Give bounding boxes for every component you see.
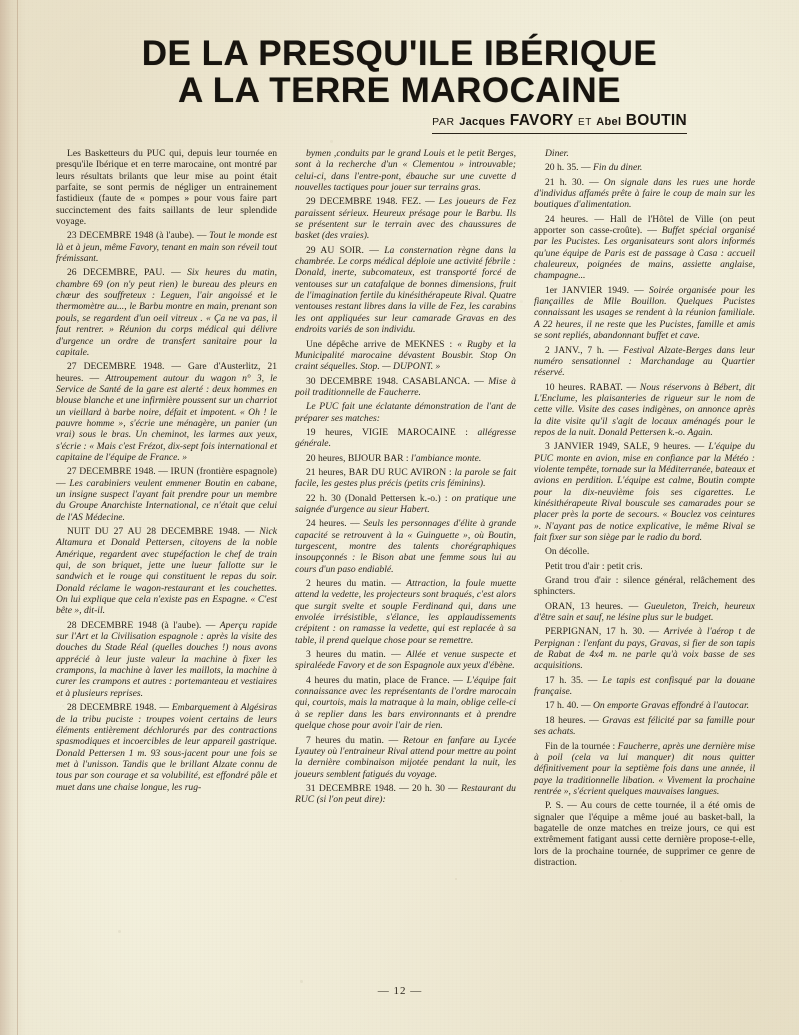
paragraph (534, 285, 755, 342)
paragraph (534, 700, 755, 711)
byline-author-2-first: Abel (596, 116, 622, 128)
paragraph (295, 518, 516, 575)
paragraph (534, 214, 755, 282)
paragraph (534, 601, 755, 624)
paragraph (534, 715, 755, 738)
paragraph (56, 230, 277, 264)
paragraph (295, 578, 516, 646)
text-run-roman: Petit trou d'air : petit cris. (545, 560, 643, 572)
text-run-italic: Aperçu rapide sur l'Art et la Civilisation espagnole : après la visite des douches du Stade Réal (quelles douches !) nous avons apprécié à leur juste valeur la machine à fixer les crampons, la machine à laver les maillots, la machine à curer les crampons et autres : portemanteau et vestiaires et à plusieurs reprises. (56, 619, 277, 699)
paragraph (295, 675, 516, 732)
paragraph (534, 575, 755, 598)
text-run-roman: 21 h. 30. — (545, 176, 604, 188)
paragraph (534, 561, 755, 572)
paragraph (534, 626, 755, 671)
text-run-roman: 28 DECEMBRE 1948 (à l'aube). — (67, 619, 220, 631)
text-run-roman: 21 heures, BAR DU RUC AVIRON : (306, 466, 455, 478)
text-run-italic: Tout le monde est là et à jeun, même Favory, tenant en main son réveil tout frémissant. (56, 230, 277, 265)
text-run-roman: On décolle. (545, 546, 590, 558)
article-title-line-2: A LA TERRE MAROCAINE (178, 71, 621, 111)
text-run-italic: Le tapis est confisqué par la douane française. (534, 674, 755, 698)
byline-author-1-last: FAVORY (509, 112, 574, 129)
text-run-roman: 2 heures du matin. — (306, 578, 407, 590)
text-run-italic: Festival Alzate-Berges dans leur numéro sensationnel : Marchandage au Quartier réservé. (534, 344, 756, 379)
paragraph (534, 148, 755, 159)
text-run-italic: On emporte Gravas effondré à l'autocar. (592, 700, 750, 712)
paragraph (295, 339, 516, 373)
text-run-italic: Gueuleton, Treich, heureux d'être sain et sauf, ne lésine plus sur le budget. (534, 600, 755, 624)
text-run-italic: la parole se fait facile, les gestes plus précis (petits cris féminins). (295, 466, 516, 490)
paragraph (295, 467, 516, 490)
text-run-italic: On signale dans les rues une horde d'individus affamés prête à faire le coup de main sur les boutiques d'alimentation. (534, 176, 756, 211)
paragraph (295, 148, 516, 193)
text-run-italic: Diner. (545, 148, 569, 159)
paragraph (295, 401, 516, 424)
text-column-2 (295, 148, 516, 868)
paragraph (295, 783, 516, 806)
text-run-roman: 20 h. 35. — (545, 162, 593, 174)
paragraph (56, 526, 277, 617)
article-body-columns (56, 148, 756, 868)
paragraph (56, 361, 277, 463)
paragraph (534, 441, 755, 543)
text-run-italic: Fin du diner. (592, 162, 643, 174)
paragraph (534, 177, 755, 211)
paragraph (295, 735, 516, 780)
paragraph (534, 546, 755, 557)
text-run-italic: Restaurant du RUC (si l'on peut dire): (295, 782, 516, 806)
paragraph (56, 267, 277, 358)
text-run-roman: 31 DECEMBRE 1948. — 20 h. 30 — (306, 782, 462, 794)
text-run-roman: 4 heures du matin, place de France. — (306, 674, 467, 686)
paragraph (534, 162, 755, 173)
text-run-italic: « Rugby et la Municipalité marocaine dévastent Bousbir. Stop On craint séquelles. Stop. — DUPONT. » (295, 338, 516, 373)
text-run-roman: 24 heures. — (306, 518, 364, 530)
byline-et-label: ET (578, 117, 592, 128)
paragraph (295, 453, 516, 464)
text-run-italic: Buffet spécial organisé par les Pucistes. Les organisateurs sont alors informés qu'une équipe de Paris est de passage à Casa : accueil chaleureux, poignées de mains, assiette anglaise, champagne... (534, 225, 755, 282)
text-run-roman: 17 h. 35. — (545, 674, 603, 686)
text-run-roman: 20 heures, BIJOUR BAR : (306, 452, 411, 464)
paragraph (534, 675, 755, 698)
text-run-italic: Retour en fanfare au Lycée Lyautey où l'entraineur Rival attend pour mettre au point la dernière combinaison mijotée pendant la nuit, les joueurs semblent fatigués du voyage. (295, 734, 517, 780)
paragraph (534, 345, 755, 379)
text-run-roman: 7 heures du matin. — (306, 734, 403, 746)
byline-par-label: PAR (432, 116, 455, 128)
paragraph (295, 376, 516, 399)
text-run-italic: Embarquement à Algésiras de la tribu puciste : troupes voient certains de leurs éléments entièrement déchlorurés par des contractions spasmodiques et incoercibles de leur appareil gastrique. Donald Pettersen 1 m. 93 sous-jacent pour une fois se met à l'unisson. Tandis que le brillant Alzate connu de tous par son courage et sa volubilité, est effondré pâle et muet dans une chaise longue, les rug- (56, 702, 277, 793)
text-run-roman: 10 heures. RABAT. — (545, 381, 640, 393)
paragraph (295, 493, 516, 516)
text-run-roman: 22 h. 30 (Donald Pettersen k.-o.) : (306, 492, 452, 504)
text-run-roman: 3 JANVIER 1949, SALE, 9 heures. — (545, 441, 709, 453)
text-run-italic: Nick Altamura et Donald Pettersen, citoyens de la noble Amérique, regardent avec stupéfaction le chef de train qui, de son briquet, jette une lueur fallotte sur le sandwich et le rouge qui constituent le repas du soir. Donald réclame le wagon-restaurant et les couchettes. On lui explique que cela n'existe pas en Espagne. « C'est bête », dit-il. (56, 526, 277, 617)
text-run-italic: bymen ,conduits par le grand Louis et le petit Berges, sont à la recherche d'un « Clementou » introuvable; celui-ci, dans l'entre-pont, ébauche sur une cuvette d nouvelles tactiques pour jouer sur terrains gras. (295, 148, 516, 194)
masthead (0, 36, 799, 110)
text-run-roman: 2 JANV., 7 h. — (545, 344, 624, 356)
text-run-italic: L'équipe du PUC monte en avion, mise en confiance par la Météo : violente tempête, tornade sur la Méditerranée, bateaux et avions en perdition. L'équipe est calme, Boutin compte pour la dix-neuvième fois ses cigarettes. Le kinésithérapeute Rival bouscule ses camarades pour se placer près la porte de secours. « Bouclez vos ceintures ». N'ayant pas de notice explicative, le même Rival se fait fixer sur son siège par le radio du bord. (534, 441, 756, 543)
text-column-1 (56, 148, 277, 868)
text-run-italic: Nous réservons à Bébert, dit L'Enclume, les plaisanteries de rigueur sur le nom de cette ville. Visite des cases indigènes, on annonce après la dite visite qu'il s'agit de locaux aménagés pour le repos de la nuit. Donald Pettersen k.-o. Again. (534, 381, 755, 438)
text-run-roman: PERPIGNAN, 17 h. 30. — (545, 626, 664, 638)
text-column-3 (534, 148, 755, 868)
text-run-italic: Faucherre, après une dernière mise à poil (cela va lui manquer) dit nous quitter définitivement pour la septième fois dans une année, il paye la traditionnelle libation. « Vivement la prochaine rentrée », s'écrient quelques mauvaises langues. (534, 740, 756, 797)
paragraph (295, 245, 516, 336)
text-run-italic: Six heures du matin, chambre 69 (on n'y peut rien) le bureau des pleurs en chœur des souffreteux : Leguen, l'air angoissé et le thermomètre au..., le Barbu montre en main, prenant son pouls, se regardent d'un oeil vitreux . « Ça ne va pas, il faut rentrer. » Réunion du corps médical qui délivre d'urgence un ordre de transfert sanitaire pour la capitale. (56, 267, 277, 358)
paragraph (56, 148, 277, 227)
text-run-italic: Mise à poil traditionnelle de Faucherre. (295, 375, 516, 398)
paragraph (295, 427, 516, 450)
text-run-roman: 27 DECEMBRE 1948. — Gare d'Austerlitz, 21 heures. — (56, 361, 277, 384)
byline-author-1-first: Jacques (459, 116, 506, 128)
text-run-italic: Allée et venue suspecte et spiraléede Favory et de son Espagnole aux yeux d'ébène. (295, 649, 516, 672)
text-run-italic: l'ambiance monte. (411, 452, 482, 464)
text-run-roman: 29 AU SOIR. — (306, 244, 385, 256)
text-run-italic: Les joueurs de Fez paraissent sérieux. Heureux présage pour le Barbu. Ils se présentent sur le terrain avec des chaussures de basket (des vraies). (295, 196, 516, 242)
page-folio: — 12 — (377, 985, 423, 997)
text-run-roman: ORAN, 13 heures. — (545, 600, 645, 612)
text-run-roman: Grand trou d'air : silence général, relâchement des sphincters. (534, 575, 755, 598)
text-run-roman: 24 heures. — Hall de l'Hôtel de Ville (on peut apporter son casse-croûte). — (534, 213, 755, 237)
text-run-roman: NUIT DU 27 AU 28 DECEMBRE 1948. — (67, 526, 260, 537)
text-run-roman: 28 DECEMBRE 1948. — (67, 702, 172, 714)
text-run-italic: Le PUC fait une éclatante démonstration de l'ant de préparer ses matches: (295, 401, 516, 424)
text-run-italic: Les carabiniers veulent emmener Boutin en cabane, un insigne suspect l'ayant fait prendre pour un membre du Groupe Anarchiste International, ce n'était que celui de l'AS Médecine. (56, 477, 277, 523)
byline (432, 112, 687, 134)
byline-author-2-last: BOUTIN (625, 112, 687, 129)
text-run-italic: Attraction, la foule muette attend la vedette, les projecteurs sont braqués, c'est alors que surgit svelte et souple Ferdinand qui, dans une envolée irrésistible, s'élance, les applaudissements crépitent : on ramasse la vedette, qui est replacée à sa table, il prend quelque chose pour se remettre. (295, 578, 517, 646)
text-run-roman: Fin de la tournée : (545, 740, 618, 752)
text-run-italic: L'équipe fait connaissance avec les représentants de l'ordre marocain qui, courtois, mais la matraque à la main, oblige celle-ci à se replier dans les bars environnants et à prendre quelque chose pour avoir l'air de rien. (295, 674, 517, 732)
text-run-italic: Seuls les personnages d'élite à grande capacité se retrouvent à la « Guinguette », où Boutin, turgescent, montre des talents chorégraphiques insoupçonnés : le Bison abat une femme sous lui au cours d'un paso endiablé. (295, 518, 516, 575)
text-run-roman: 18 heures. — (545, 714, 603, 726)
text-run-roman: Une dépêche arrive de MEKNES : (306, 338, 458, 350)
article-title-line-1: DE LA PRESQU'ILE IBÉRIQUE (141, 34, 658, 73)
text-run-roman: 30 DECEMBRE 1948. CASABLANCA. — (306, 375, 489, 387)
text-run-italic: Attroupement autour du wagon n° 3, le Service de Santé de la gare est alerté : deux hommes en blouse blanche et une infirmière poussent sur un charriot un vieillard à barbe noire, défait et impotent. « Oh ! le pauvre homme », s'écrie une ménagère, un panier (un vrai) sous le bras. Un cheminot, les larmes aux yeux, s'écrie : « Mais c'est Frézot, dix-sept fois international et capitaine de l'équipe de France. » (56, 372, 278, 463)
text-run-roman: P. S. — Au cours de cette tournée, il a été omis de signaler que l'équipe a même joué au basket-ball, la bagatelle de onze matches en treize jours, ce qui est extrêmement fatigant aussi cette dernière propose-t-elle, lors de la prochaine tournée, de supprimer ce genre de distraction. (534, 800, 755, 868)
paragraph (534, 741, 755, 798)
paragraph (534, 382, 755, 439)
paragraph (56, 620, 277, 699)
text-run-italic: on pratique une saignée d'urgence au sieur Habert. (295, 492, 516, 515)
paragraph (295, 649, 516, 672)
text-run-roman: 29 DECEMBRE 1948. FEZ. — (306, 196, 439, 208)
text-run-roman: 1er JANVIER 1949. — (545, 284, 649, 296)
text-run-roman: 23 DECEMBRE 1948 (à l'aube). — (67, 230, 210, 242)
byline-container (432, 112, 687, 134)
paragraph (534, 800, 755, 868)
text-run-roman: 26 DECEMBRE, PAU. — (67, 267, 188, 279)
paragraph (295, 196, 516, 241)
text-run-italic: Gravas est félicité par sa famille pour ses achats. (534, 714, 755, 738)
paragraph (56, 466, 277, 523)
text-run-italic: allégresse générale. (295, 426, 516, 450)
paragraph (56, 702, 277, 793)
text-run-roman: 17 h. 40. — (545, 700, 593, 712)
text-run-italic: Soirée organisée pour les fiançailles de Mlle Bouillon. Quelques Pucistes connaissant les usages se rendent à la réunion familiale. A 22 heures, il ne reste que les Pucistes, famille et amis se sont repliés, abandonnant buffet et cave. (534, 284, 755, 342)
text-run-italic: La consternation règne dans la chambrée. Le corps médical déploie une activité fébrile : Donald, inerte, subcomateux, est transporté forcé de ventouses sur un catafalque de bonnes dimensions, fruit de l'imagination fertile du kinésithérapeute Rival. Quatre ventouses restant libres dans la ville de Fez, les carabins les ont appliquées sur leur camarade Gravas en des endroits variés de son individu. (295, 244, 516, 336)
text-run-italic: Arrivée à l'aérop t de Perpignan : l'enfant du pays, Gravas, si fier de son tapis de Rabat de 4x4 m. ne parle qu'à voix basse de ses acquisitions. (534, 626, 755, 672)
text-run-roman: 27 DECEMBRE 1948. — IRUN (frontière espagnole) — (56, 466, 277, 489)
text-run-roman: 3 heures du matin. — (306, 649, 407, 661)
text-run-roman: 19 heures, VIGIE MAROCAINE : (306, 426, 478, 438)
text-run-roman: Les Basketteurs du PUC qui, depuis leur tournée en presqu'ile Ibérique et en terre marocaine, ont montré par leurs résultats brilants que leur mise au point était parfaite, se sont permis de négliger un entrainement fastidieux (faute de « pompes » pour vous faire part succinctement des faits saillants de leur splendide voyage. (56, 148, 277, 228)
